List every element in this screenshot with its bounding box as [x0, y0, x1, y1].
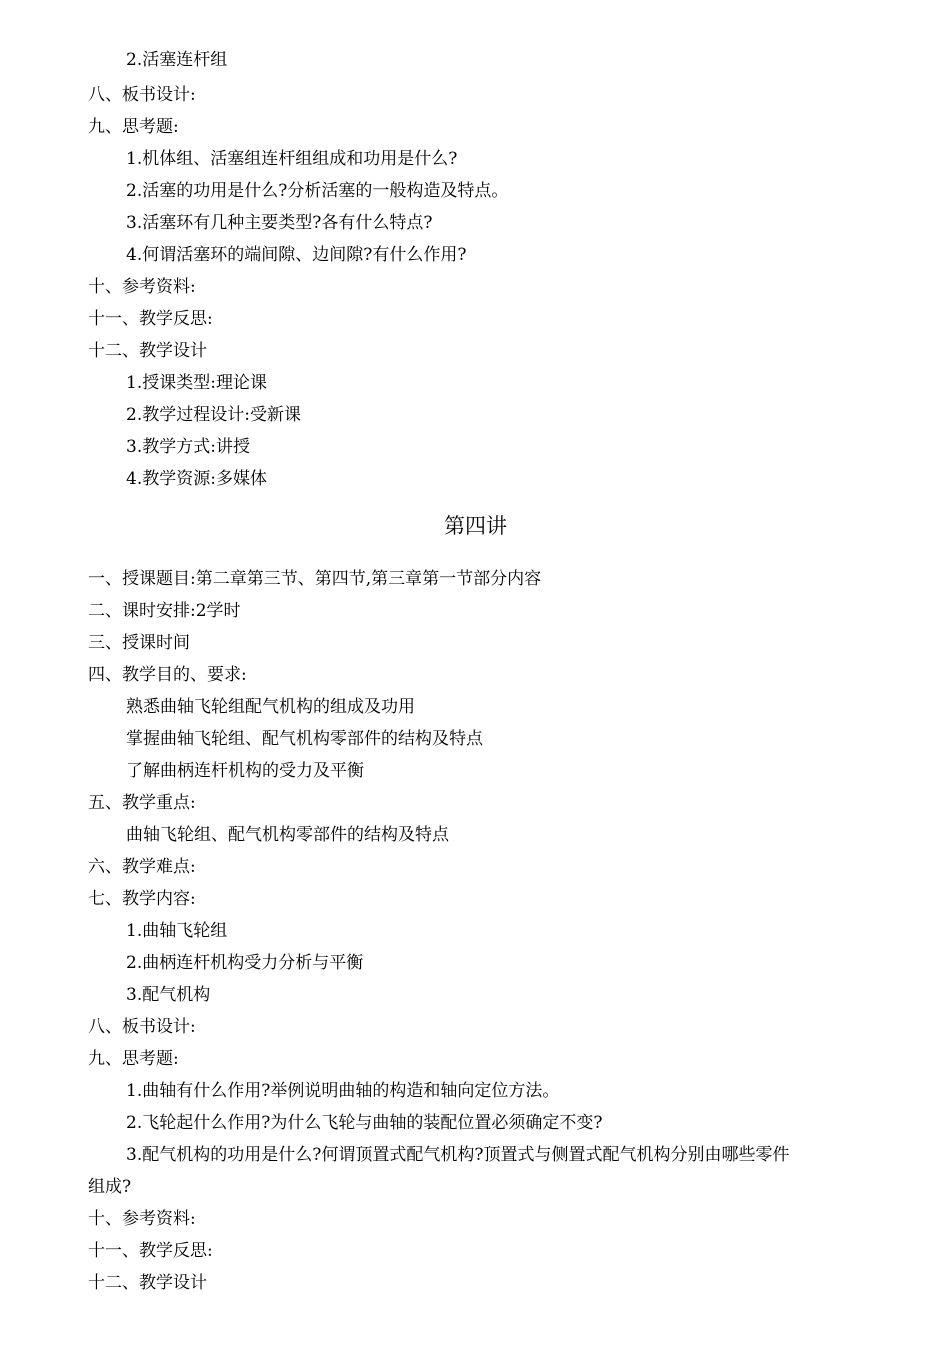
content-item: 2.曲柄连杆机构受力分析与平衡: [126, 953, 364, 973]
design-item: 2.教学过程设计:受新课: [126, 405, 301, 425]
section-heading-goals: 四、教学目的、要求:: [88, 665, 247, 685]
section-heading-reflection: 十一、教学反思:: [88, 309, 213, 329]
section-heading-topic: 一、授课题目:第二章第三节、第四节,第三章第一节部分内容: [88, 569, 542, 589]
section-heading-hours: 二、课时安排:2学时: [88, 601, 241, 621]
goal-item: 掌握曲轴飞轮组、配气机构零部件的结构及特点: [126, 729, 483, 749]
section-heading-difficulties: 六、教学难点:: [88, 857, 196, 877]
design-item: 1.授课类型:理论课: [126, 373, 267, 393]
question-item: 1.机体组、活塞组连杆组组成和功用是什么?: [126, 149, 458, 169]
section-heading-references: 十、参考资料:: [88, 277, 196, 297]
lecture-title: 第四讲: [444, 514, 507, 538]
question-item-continuation: 组成?: [88, 1177, 132, 1197]
section-heading-questions: 九、思考题:: [88, 1049, 179, 1069]
goal-item: 熟悉曲轴飞轮组配气机构的组成及功用: [126, 697, 415, 717]
section-heading-board: 八、板书设计:: [88, 1017, 196, 1037]
section-heading-design: 十二、教学设计: [88, 341, 207, 361]
section-heading-design: 十二、教学设计: [88, 1273, 207, 1293]
question-item: 2.飞轮起什么作用?为什么飞轮与曲轴的装配位置必须确定不变?: [126, 1113, 603, 1133]
section-heading-references: 十、参考资料:: [88, 1209, 196, 1229]
key-point-item: 曲轴飞轮组、配气机构零部件的结构及特点: [126, 825, 449, 845]
section-heading-time: 三、授课时间: [88, 633, 190, 653]
question-item: 1.曲轴有什么作用?举例说明曲轴的构造和轴向定位方法。: [126, 1081, 560, 1101]
section-heading-content: 七、教学内容:: [88, 889, 196, 909]
question-item: 3.活塞环有几种主要类型?各有什么特点?: [126, 213, 433, 233]
content-item: 3.配气机构: [126, 985, 211, 1005]
design-item: 4.教学资源:多媒体: [126, 469, 267, 489]
content-item: 1.曲轴飞轮组: [126, 921, 228, 941]
section-heading-questions: 九、思考题:: [88, 117, 179, 137]
question-item: 2.活塞的功用是什么?分析活塞的一般构造及特点。: [126, 181, 509, 201]
section-heading-reflection: 十一、教学反思:: [88, 1241, 213, 1261]
question-item: 4.何谓活塞环的端间隙、边间隙?有什么作用?: [126, 245, 467, 265]
design-item: 3.教学方式:讲授: [126, 437, 250, 457]
goal-item: 了解曲柄连杆机构的受力及平衡: [126, 761, 364, 781]
section-heading-key-points: 五、教学重点:: [88, 793, 196, 813]
question-item: 3.配气机构的功用是什么?何谓顶置式配气机构?顶置式与侧置式配气机构分别由哪些零件: [126, 1145, 790, 1165]
section-heading-board: 八、板书设计:: [88, 85, 196, 105]
text-line: 2.活塞连杆组: [126, 50, 228, 70]
